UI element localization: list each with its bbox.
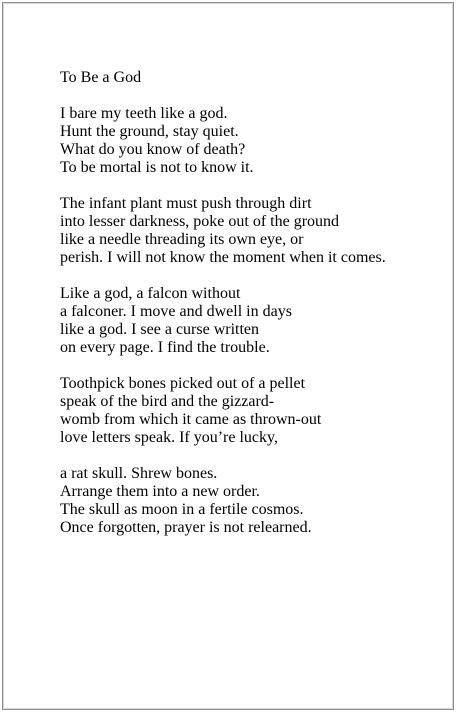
poem-line: The infant plant must push through dirt: [60, 195, 312, 212]
stanza-3: [60, 285, 440, 357]
poem-line: into lesser darkness, poke out of the ground: [60, 213, 340, 230]
poem-line: like a needle threading its own eye, or: [60, 231, 304, 248]
poem-line: perish. I will not know the moment when it comes.: [60, 249, 386, 266]
poem-line: speak of the bird and the gizzard-: [60, 393, 275, 410]
poem-line: Toothpick bones picked out of a pellet: [60, 375, 306, 392]
poem-line: love letters speak. If you’re lucky,: [60, 429, 278, 446]
stanza-2: [60, 195, 440, 267]
stanza-1: [60, 105, 440, 177]
poem-line: Like a god, a falcon without: [60, 285, 241, 302]
poem-line: Hunt the ground, stay quiet.: [60, 123, 239, 140]
poem-line: like a god. I see a curse written: [60, 321, 260, 338]
poem-line: on every page. I find the trouble.: [60, 339, 270, 356]
poem-line: I bare my teeth like a god.: [60, 105, 228, 122]
poem-line: To be mortal is not to know it.: [60, 159, 254, 176]
poem-title: To Be a God: [60, 69, 142, 86]
poem-line: Once forgotten, prayer is not relearned.: [60, 519, 312, 536]
poem-line: a rat skull. Shrew bones.: [60, 465, 218, 482]
poem-line: The skull as moon in a fertile cosmos.: [60, 501, 304, 518]
poem-line: womb from which it came as thrown-out: [60, 411, 322, 428]
stanza-5: [60, 465, 440, 537]
poem-line: Arrange them into a new order.: [60, 483, 260, 500]
stanza-4: [60, 375, 440, 447]
poem-line: a falconer. I move and dwell in days: [60, 303, 292, 320]
page-frame: [2, 2, 454, 710]
poem: [60, 69, 440, 555]
poem-line: What do you know of death?: [60, 141, 246, 158]
